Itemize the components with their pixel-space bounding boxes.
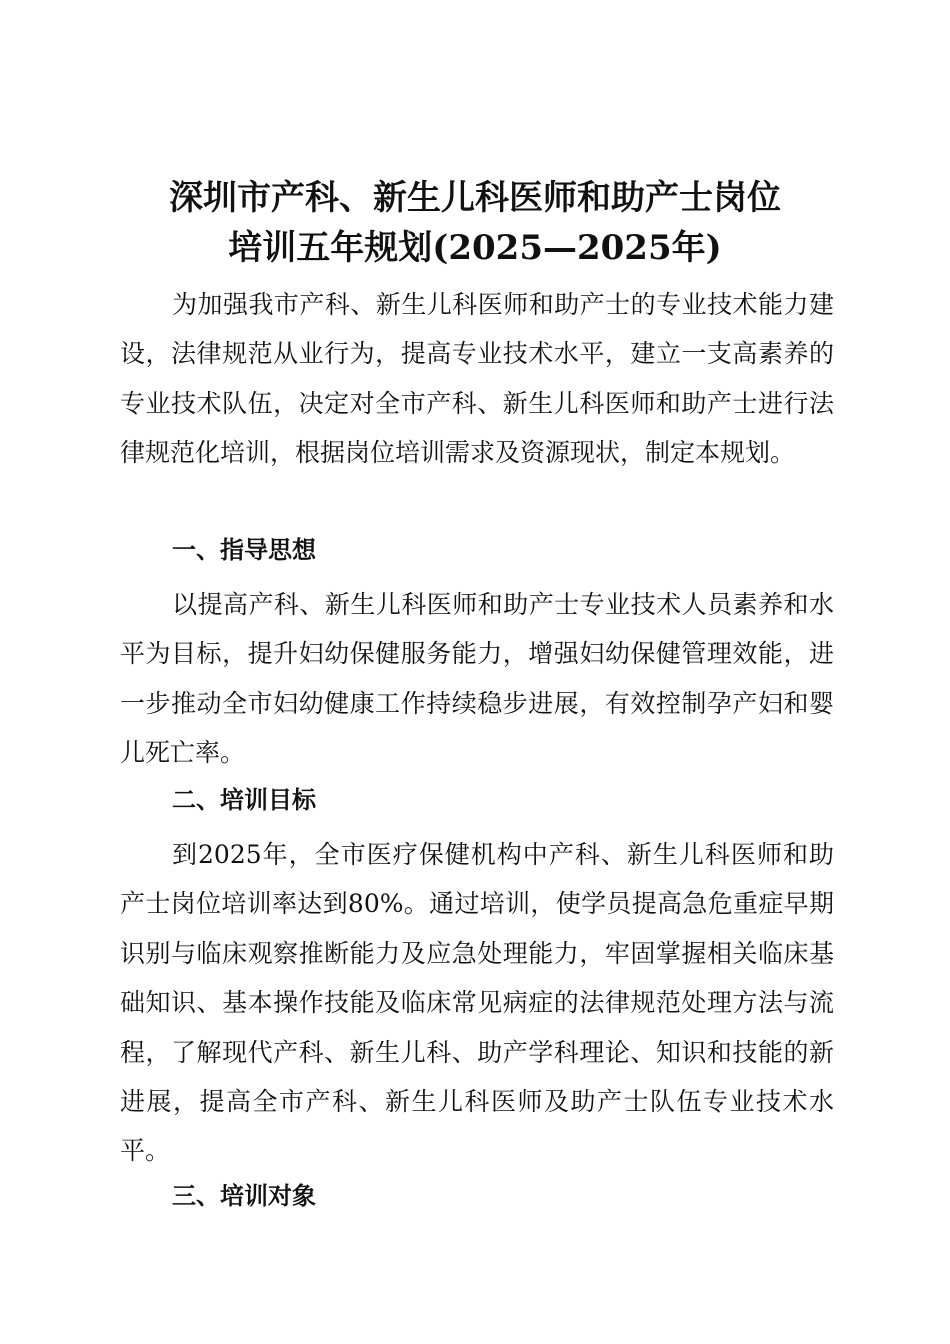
section-body-guiding-ideology: 以提高产科、新生儿科医师和助产士专业技术人员素养和水平为目标，提升妇幼保健服务能力，增强妇幼保健管理效能，进一步推动全市妇幼健康工作持续稳步进展，有效控制孕产妇和婴儿死亡率。 (120, 590, 834, 768)
section-body-training-goals: 到2025年，全市医疗保健机构中产科、新生儿科医师和助产士岗位培训率达到80%。通过培训，使学员提高急危重症早期识别与临床观察推断能力及应急处理能力，牢固掌握相关临床基础知识、基本操作技能及临床常见病症的法律规范处理方法与流程，了解现代产科、新生儿科、助产学科理论、知识和技能的新进展，提高全市产科、新生儿科医师及助产士队伍专业技术水平。 (120, 840, 834, 1166)
document-title-line-1: 深圳市产科、新生儿科医师和助产士岗位 (169, 178, 781, 218)
section-heading-guiding-ideology: 一、指导思想 (172, 536, 316, 564)
section-heading-training-targets: 三、培训对象 (172, 1182, 316, 1210)
section-heading-training-goals: 二、培训目标 (172, 786, 316, 814)
document-title-line-2: 培训五年规划(2025—2025年) (228, 228, 722, 268)
intro-paragraph: 为加强我市产科、新生儿科医师和助产士的专业技术能力建设，法律规范从业行为，提高专业技术水平，建立一支高素养的专业技术队伍，决定对全市产科、新生儿科医师和助产士进行法律规范化培训，根据岗位培训需求及资源现状，制定本规划。 (120, 290, 834, 468)
